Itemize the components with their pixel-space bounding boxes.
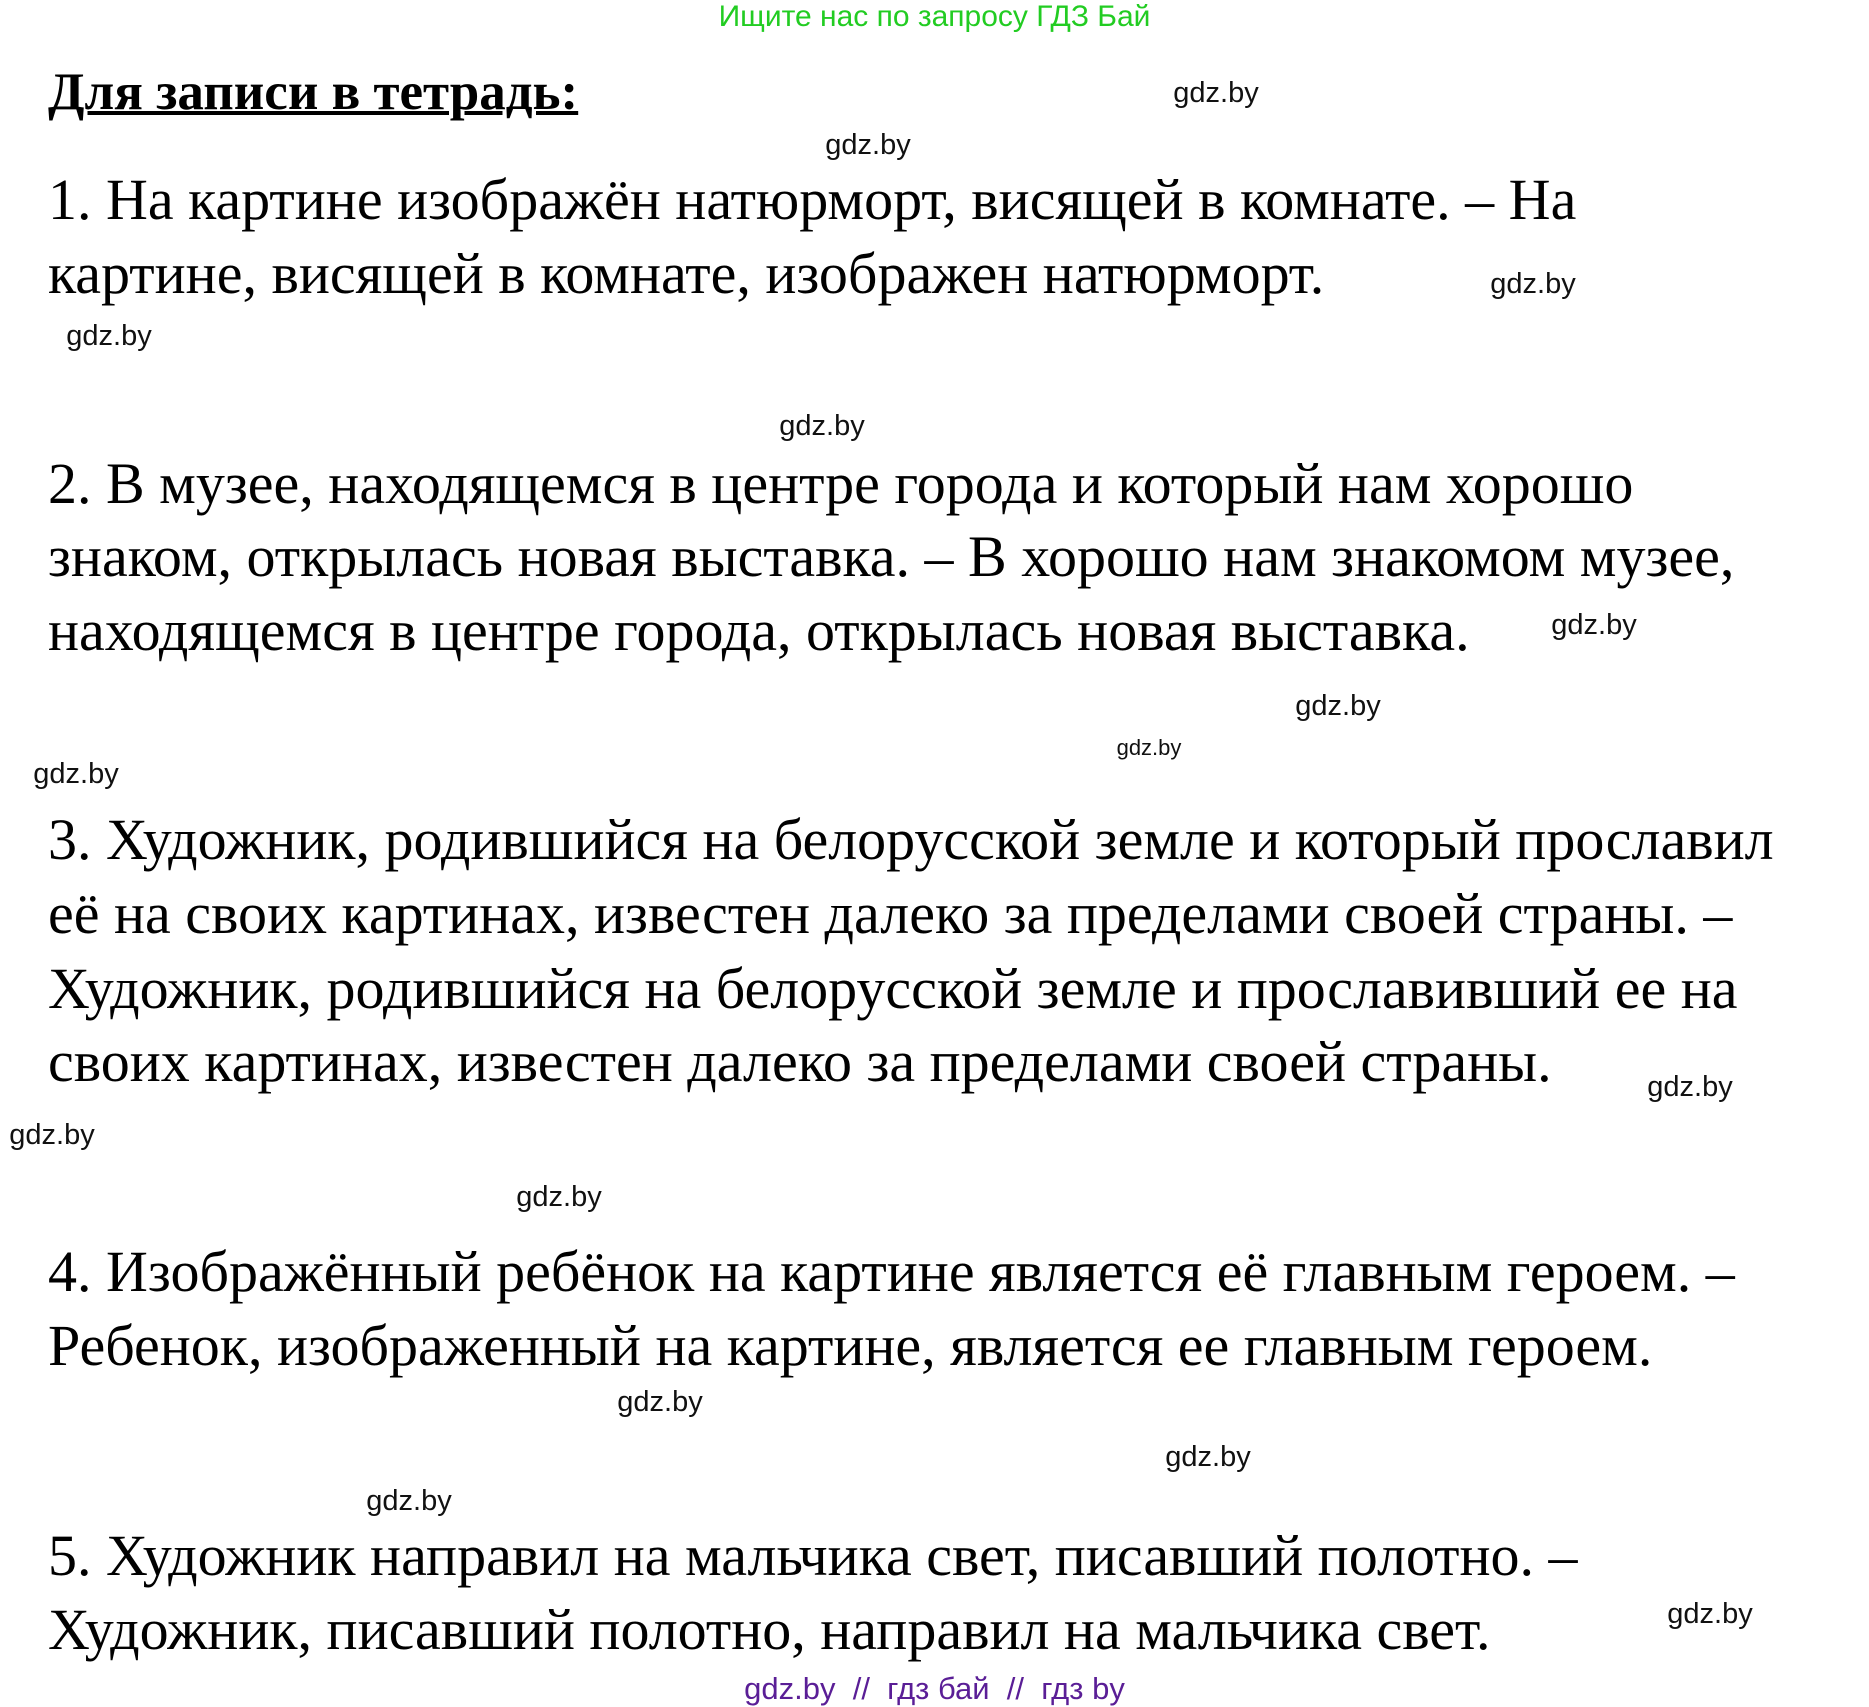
paragraph-4-line-2: Ребенок, изображенный на картине, является ее главным героем. — [48, 1313, 1653, 1378]
watermark: gdz.by — [1295, 690, 1381, 722]
footer-links: gdz.by // гдз бай // гдз by — [744, 1671, 1125, 1706]
watermark: gdz.by — [9, 1119, 95, 1151]
watermark: gdz.by — [617, 1386, 703, 1418]
paragraph-2-line-1: 2. В музее, находящемся в центре города и который нам хорошо — [48, 451, 1634, 516]
paragraph-3-line-2: её на своих картинах, известен далеко за пределами своей страны. – — [48, 881, 1733, 946]
paragraph-4-line-1: 4. Изображённый ребёнок на картине является её главным героем. – — [48, 1239, 1735, 1304]
paragraph-5-line-1: 5. Художник направил на мальчика свет, писавший полотно. – — [48, 1523, 1578, 1588]
watermark: gdz.by — [33, 758, 119, 790]
watermark: gdz.by — [1667, 1598, 1753, 1630]
page-title: Для записи в тетрадь: — [48, 63, 579, 121]
watermark: gdz.by — [366, 1485, 452, 1517]
paragraph-1-line-2: картине, висящей в комнате, изображен натюрморт. — [48, 241, 1325, 306]
paragraph-1-line-1: 1. На картине изображён натюрморт, висящей в комнате. – На — [48, 167, 1577, 232]
watermark: gdz.by — [1165, 1441, 1251, 1473]
paragraph-3-line-1: 3. Художник, родившийся на белорусской земле и который прославил — [48, 807, 1774, 872]
watermark: gdz.by — [1551, 609, 1637, 641]
paragraph-3-line-4: своих картинах, известен далеко за пределами своей страны. — [48, 1029, 1552, 1094]
watermark: gdz.by — [66, 320, 152, 352]
header-banner: Ищите нас по запросу ГДЗ Бай — [718, 0, 1151, 33]
paragraph-5-line-2: Художник, писавший полотно, направил на мальчика свет. — [48, 1597, 1491, 1662]
watermark: gdz.by — [516, 1181, 602, 1213]
watermark: gdz.by — [1647, 1071, 1733, 1103]
paragraph-2-line-3: находящемся в центре города, открылась новая выставка. — [48, 598, 1470, 663]
watermark: gdz.by — [825, 129, 911, 161]
watermark: gdz.by — [779, 410, 865, 442]
watermark: gdz.by — [1116, 735, 1182, 760]
paragraph-2-line-2: знаком, открылась новая выставка. – В хорошо нам знакомом музее, — [48, 524, 1735, 589]
watermark: gdz.by — [1490, 268, 1576, 300]
watermark: gdz.by — [1173, 77, 1259, 109]
paragraph-3-line-3: Художник, родившийся на белорусской земле и прославивший ее на — [48, 956, 1738, 1021]
